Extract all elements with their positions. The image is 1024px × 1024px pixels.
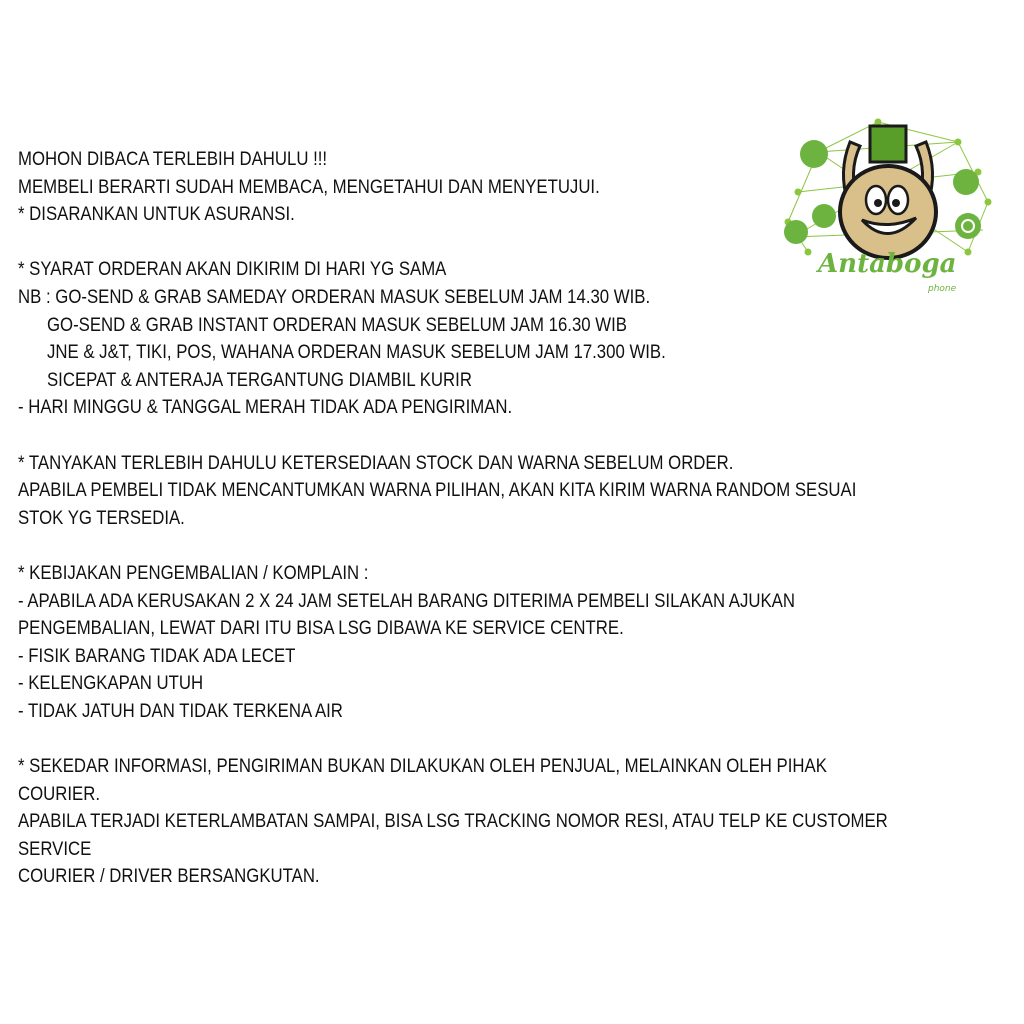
text-line: COURIER.: [18, 782, 100, 805]
antaboga-logo: [778, 112, 998, 294]
text-line: - APABILA ADA KERUSAKAN 2 X 24 JAM SETELAH BARANG DITERIMA PEMBELI SILAKAN AJUKAN: [18, 589, 795, 612]
text-line: * TANYAKAN TERLEBIH DAHULU KETERSEDIAAN STOCK DAN WARNA SEBELUM ORDER.: [18, 451, 734, 474]
signal-icon: [953, 169, 979, 195]
text-line: SERVICE: [18, 837, 92, 860]
gear-icon: [784, 220, 808, 244]
ring-icon: [955, 213, 981, 239]
text-line: GO-SEND & GRAB INSTANT ORDERAN MASUK SEBELUM JAM 16.30 WIB: [47, 313, 627, 336]
text-line: STOK YG TERSEDIA.: [18, 506, 185, 529]
text-line: SICEPAT & ANTERAJA TERGANTUNG DIAMBIL KURIR: [47, 368, 472, 391]
text-line: * DISARANKAN UNTUK ASURANSI.: [18, 203, 295, 226]
text-line: COURIER / DRIVER BERSANGKUTAN.: [18, 865, 320, 888]
text-line: NB : GO-SEND & GRAB SAMEDAY ORDERAN MASUK SEBELUM JAM 14.30 WIB.: [18, 285, 651, 308]
text-line: APABILA TERJADI KETERLAMBATAN SAMPAI, BISA LSG TRACKING NOMOR RESI, ATAU TELP KE CUSTOMER: [18, 810, 888, 833]
text-line: * KEBIJAKAN PENGEMBALIAN / KOMPLAIN :: [18, 561, 369, 584]
text-line: MOHON DIBACA TERLEBIH DAHULU !!!: [18, 148, 328, 170]
logo-brand-text: Antaboga: [818, 249, 957, 279]
text-line: - TIDAK JATUH DAN TIDAK TERKENA AIR: [18, 699, 343, 722]
text-line: - KELENGKAPAN UTUH: [18, 672, 204, 695]
text-line: MEMBELI BERARTI SUDAH MEMBACA, MENGETAHUI DAN MENYETUJUI.: [18, 175, 600, 198]
text-line: PENGEMBALIAN, LEWAT DARI ITU BISA LSG DIBAWA KE SERVICE CENTRE.: [18, 617, 624, 640]
text-line: - FISIK BARANG TIDAK ADA LECET: [18, 644, 296, 667]
battery-icon: [800, 140, 828, 168]
logo-sub-text: phone: [928, 284, 957, 294]
monitor-icon: [812, 204, 836, 228]
text-line: APABILA PEMBELI TIDAK MENCANTUMKAN WARNA PILIHAN, AKAN KITA KIRIM WARNA RANDOM SESUAI: [18, 479, 857, 502]
text-line: * SEKEDAR INFORMASI, PENGIRIMAN BUKAN DILAKUKAN OLEH PENJUAL, MELAINKAN OLEH PIHAK: [18, 755, 827, 778]
text-line: * SYARAT ORDERAN AKAN DIKIRIM DI HARI YG SAMA: [18, 258, 447, 281]
text-line: JNE & J&T, TIKI, POS, WAHANA ORDERAN MASUK SEBELUM JAM 17.300 WIB.: [47, 341, 666, 364]
mascot: [840, 126, 936, 258]
text-line: - HARI MINGGU & TANGGAL MERAH TIDAK ADA PENGIRIMAN.: [18, 396, 513, 419]
